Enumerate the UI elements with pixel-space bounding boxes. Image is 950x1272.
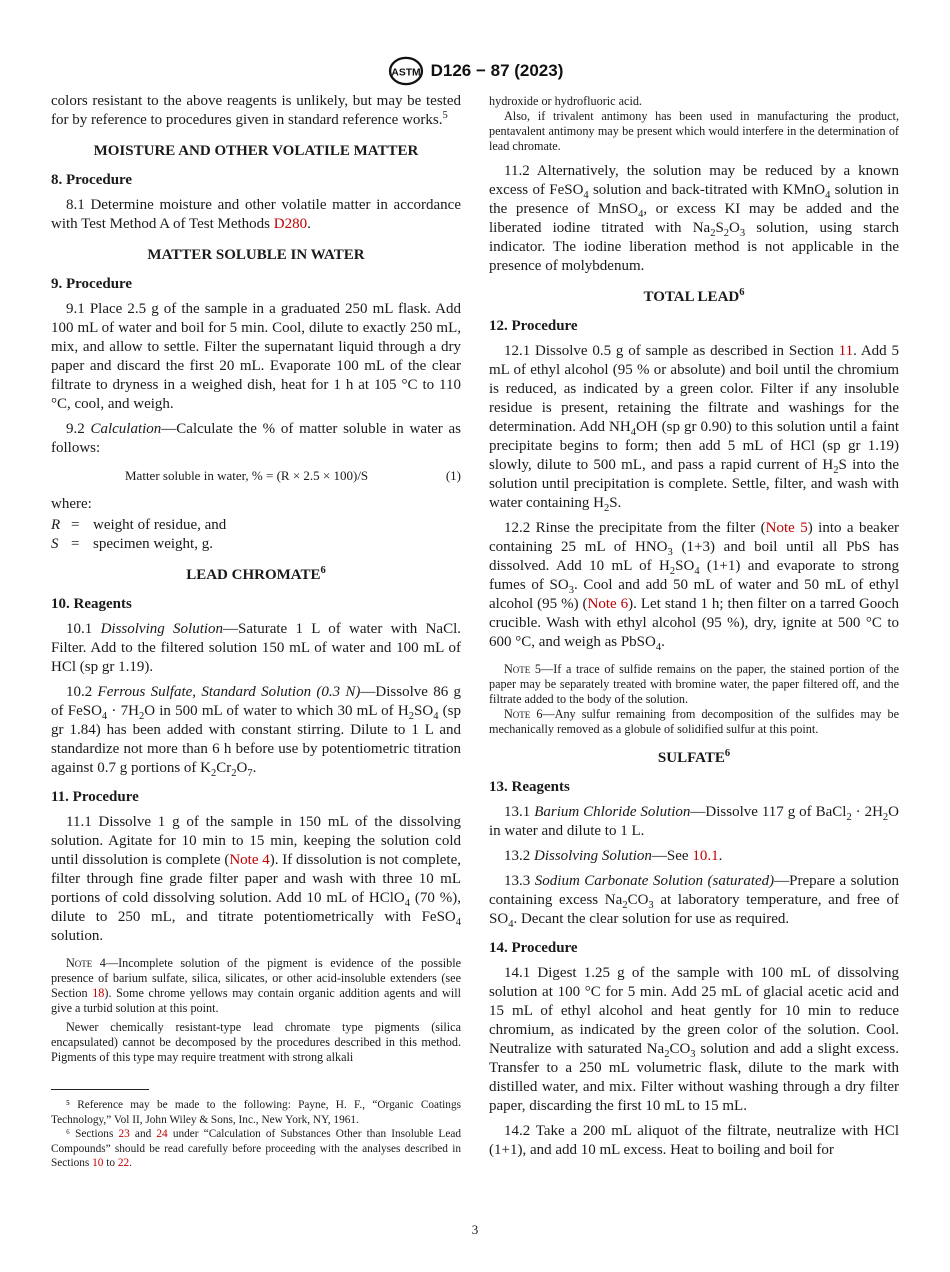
note-4-end: hydroxide or hydrofluoric acid. bbox=[489, 94, 642, 108]
note-4-antimony: Also, if trivalent antimony has been used in manufacturing the product, pentavalent antimony may be present which would interfere in the determination of lead chromate. bbox=[489, 109, 899, 153]
paragraph-12-2: 12.2 Rinse the precipitate from the filter (Note 5) into a beaker containing 25 mL of $HNO_3$ (1+3) and boil until all PbS has dissolved. Add 10 mL of $H_2SO_4$ (1+1) and evaporate to strong fumes of $SO_3$. Cool and add 50 mL of water and 50 mL of ethyl alcohol (95 %) (Note 6). Let stand 1 h; then filter on a tarred Gooch crucible. Wash with ethyl alcohol (95 %), dry, ignite at 500 °C to 600 °C, and weigh as PbSO$_4$. bbox=[489, 520, 899, 653]
footnote-divider bbox=[51, 1089, 149, 1090]
heading-section-12: 12. Procedure bbox=[489, 318, 578, 334]
link-section-10[interactable]: 10 bbox=[92, 1157, 104, 1169]
heading-total-lead: TOTAL LEAD$^6$ bbox=[643, 287, 745, 305]
paragraph-14-1: 14.1 Digest 1.25 g of the sample with 100 mL of dissolving solution at 100 °C for 5 min. Add 25 mL of glacial acetic acid and 15 mL of ethyl alcohol and heat gently for 10 min to reduce chromium, as indicated by the green color of the solution. Cool. Neutralize with saturated $Na_2CO_3$ solution and add a slight excess. Transfer to a 250 mL volumetric flask, dilute to the mark with distilled water, and mix. Filter without washing through a dry filter paper, discarding the first 10 mL to 15 mL. bbox=[489, 965, 899, 1114]
left-column bbox=[51, 92, 461, 1171]
link-section-11[interactable]: 11 bbox=[838, 343, 854, 359]
intro-paragraph: colors resistant to the above reagents is unlikely, but may be tested for by reference to procedures given in standard reference works.$^5$ bbox=[51, 93, 461, 128]
link-section-22[interactable]: 22 bbox=[117, 1157, 130, 1169]
link-note-4[interactable]: Note 4 bbox=[229, 852, 270, 868]
heading-moisture: MOISTURE AND OTHER VOLATILE MATTER bbox=[93, 143, 419, 159]
paragraph-10-2: 10.2 Ferrous Sulfate, Standard Solution (0.3 N)—Dissolve 86 g of FeSO$_4$ · $7H_2O$ in 500 mL of water to which 30 mL of $H_2SO_4$ (sp gr 1.84) has been added with constant stirring. Dilute to 1 L and standardize not more than 6 h before use by potentiometric titration against 0.7 g portions of $K_2Cr_2O_7$. bbox=[51, 684, 462, 779]
heading-section-13: 13. Reagents bbox=[489, 779, 570, 795]
page-header bbox=[0, 56, 950, 86]
paragraph-12-1: 12.1 Dissolve 0.5 g of sample as described in Section 11. Add 5 mL of ethyl alcohol (95 % or absolute) and boil until the chromium is reduced, as indicated by a green color. Filter if any insoluble residue is present, retaining the filtrate and washings for the determination. Add $NH_4OH$ (sp gr 0.90) to this solution until a faint precipitate begins to form; then add 5 mL of HCl (sp gr 1.19) slowly, dilute to 500 mL, and pass a rapid current of $H_2S$ into the solution until precipitation is complete. Settle, filter, and wash with water containing $H_2S$. bbox=[489, 343, 899, 514]
link-10-1[interactable]: 10.1 bbox=[692, 848, 719, 864]
paragraph-13-2: 13.2 Dissolving Solution—See 10.1. bbox=[504, 848, 723, 864]
paragraph-8-1: 8.1 Determine moisture and other volatile matter in accordance with Test Method A of Test Methods D280. bbox=[51, 197, 461, 232]
link-section-24[interactable]: 24 bbox=[156, 1128, 168, 1140]
paragraph-9-1: 9.1 Place 2.5 g of the sample in a graduated 250 mL flask. Add 100 mL of water and boil for 5 min. Cool, dilute to exactly 250 mL, mix, and allow to settle. Filter the supernatant liquid through a dry paper and discard the first 20 mL. Evaporate 100 mL of the clear filtrate to dryness in a weighed dish, heat for 1 h at 105 °C to 110 °C, cool, and weigh. bbox=[51, 301, 461, 412]
heading-sulfate: SULFATE$^6$ bbox=[657, 748, 731, 766]
note-4-continued: Newer chemically resistant-type lead chromate type pigments (silica encapsulated) cannot be decomposed by the procedures described in this method. Pigments of this type may require treatment with strong alkali bbox=[51, 1020, 461, 1064]
heading-section-8: 8. Procedure bbox=[51, 172, 133, 188]
heading-section-14: 14. Procedure bbox=[489, 940, 578, 956]
paragraph-11-1: 11.1 Dissolve 1 g of the sample in 150 mL of the dissolving solution. Agitate for 10 min to 15 min, keeping the solution cold until dissolution is complete (Note 4). If dissolution is not complete, filter through fine grade filter paper and wash with three 10 mL portions of cold dissolving solution. Add 10 mL of HClO$_4$ (70 %), dilute to 250 mL, and titrate potentiometrically with FeSO$_4$ solution. bbox=[51, 814, 462, 944]
link-section-23[interactable]: 23 bbox=[118, 1128, 130, 1140]
astm-logo-icon bbox=[387, 56, 425, 86]
svg-text:ASTM: ASTM bbox=[391, 67, 421, 79]
heading-soluble: MATTER SOLUBLE IN WATER bbox=[147, 247, 365, 263]
equation-1: Matter soluble in water, % = (R × 2.5 × 100)/S (1) bbox=[125, 468, 461, 483]
heading-section-9: 9. Procedure bbox=[51, 276, 133, 292]
heading-section-11: 11. Procedure bbox=[51, 789, 139, 805]
link-d280[interactable]: D280 bbox=[273, 216, 308, 232]
where-label: where: bbox=[51, 496, 92, 512]
link-section-18[interactable]: 18 bbox=[92, 986, 105, 1000]
link-note-5[interactable]: Note 5 bbox=[765, 520, 808, 536]
page-number: 3 bbox=[471, 1222, 479, 1237]
note-6: Note 6—Any sulfur remaining from decomposition of the sulfides may be mechanically removed as a globule of solidified sulfur at this point. bbox=[489, 707, 900, 736]
paragraph-13-3: 13.3 Sodium Carbonate Solution (saturated)—Prepare a solution containing excess $Na_2CO_3$ at laboratory temperature, and free of $SO_4$. Decant the clear solution for use as required. bbox=[489, 873, 900, 930]
footnote-6: ⁶ Sections 23 and 24 under “Calculation of Substances Other than Insoluble Lead Compounds” should be read carefully before proceeding with the analyses described in Sections 10 to 22. bbox=[51, 1128, 461, 1169]
definitions-list: R = weight of residue, and S = specimen weight, g. bbox=[51, 517, 227, 552]
note-5: Note 5—If a trace of sulfide remains on the paper, the stained portion of the paper may be separately treated with bromine water, the paper filtered off, and the filtrate added to the body of the solution. bbox=[489, 662, 899, 706]
right-column bbox=[489, 94, 899, 1166]
footnote-5: ⁵ Reference may be made to the following: Payne, H. F., “Organic Coatings Technology,” Vol II, John Wiley & Sons, Inc., New York, NY, 1961. bbox=[51, 1099, 461, 1126]
paragraph-9-2: 9.2 Calculation—Calculate the % of matter soluble in water as follows: bbox=[51, 421, 461, 456]
note-4: Note 4—Incomplete solution of the pigment is evidence of the possible presence of barium sulfate, silica, silicates, or other acid-insoluble extenders (see Section 18). Some chrome yellows may contain organic addition agents and will give a turbid solution at this point. bbox=[51, 956, 461, 1015]
paragraph-13-1: 13.1 Barium Chloride Solution—Dissolve 117 g of BaCl$_2$ · $2H_2O$ in water and dilute to 1 L. bbox=[489, 804, 900, 839]
paragraph-10-1: 10.1 Dissolving Solution—Saturate 1 L of water with NaCl. Filter. Add to the filtered solution 150 mL of water and 100 mL of HCl (sp gr 1.19). bbox=[51, 621, 462, 675]
paragraph-11-2: 11.2 Alternatively, the solution may be reduced by a known excess of FeSO$_4$ solution and back-titrated with KMnO$_4$ solution in the presence of MnSO$_4$, or excess KI may be added and the liberated iodine titrated with $Na_2S_2O_3$ solution, using starch indicator. The iodine liberation method is not applicable in the presence of molybdenum. bbox=[489, 163, 899, 274]
heading-section-10: 10. Reagents bbox=[51, 596, 132, 612]
heading-lead-chromate: LEAD CHROMATE$^6$ bbox=[186, 565, 326, 583]
link-note-6[interactable]: Note 6 bbox=[587, 596, 629, 612]
document-designation: D126 − 87 (2023) bbox=[430, 61, 564, 80]
paragraph-14-2: 14.2 Take a 200 mL aliquot of the filtrate, neutralize with HCl (1+1), and add 10 mL excess. Heat to boiling and boil for bbox=[489, 1123, 899, 1158]
